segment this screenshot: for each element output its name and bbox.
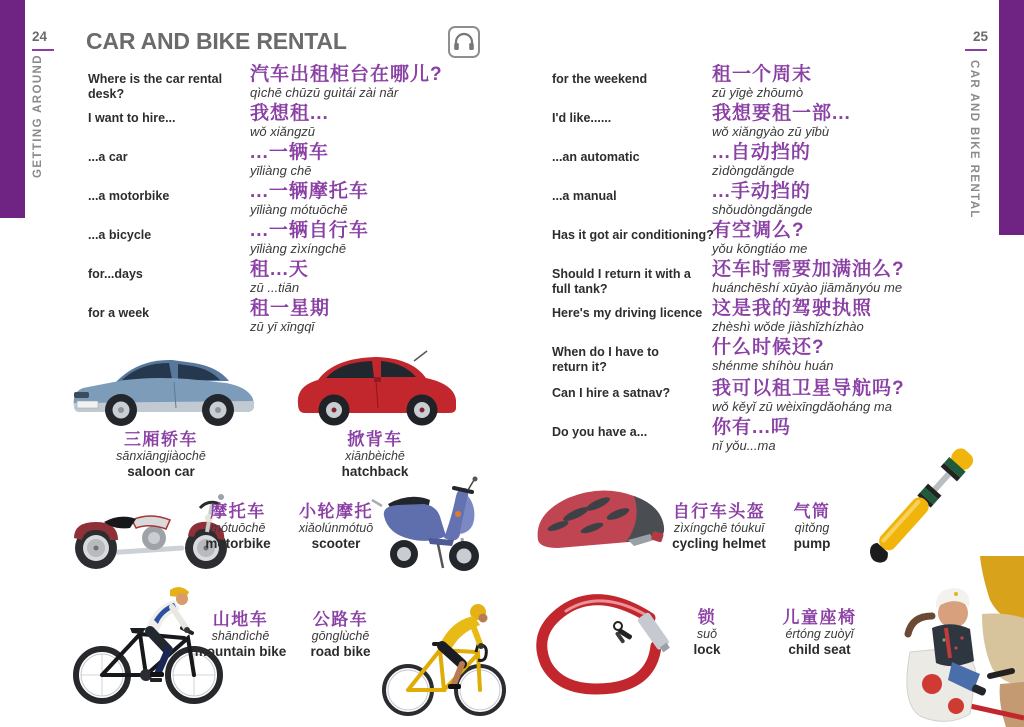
phrase-zh: ...手动挡的 <box>712 181 811 202</box>
phrase-zh: ...一辆自行车 <box>250 220 369 241</box>
phrase-pinyin: wǒ kěyǐ zū wèixīngdǎoháng ma <box>712 399 892 414</box>
cycling-helmet-image <box>530 482 670 571</box>
vocab-pinyin: zìxíngchē tóukuī <box>673 521 765 535</box>
phrase-zh-block <box>712 220 807 256</box>
phrase-en: for...days <box>88 267 143 281</box>
vocab-pinyin: xiǎolúnmótuō <box>298 521 374 535</box>
page-number-left: 24 <box>32 29 48 44</box>
vocab-caption-hatchback <box>300 430 450 480</box>
phrase-zh-block <box>250 220 369 256</box>
phrase-pinyin: shǒudòngdǎngde <box>712 202 813 217</box>
vocab-caption-mountain-bike <box>183 610 298 660</box>
phrase-pinyin: yīliàng zìxíngchē <box>250 241 347 256</box>
vocab-en: mountain bike <box>194 643 287 659</box>
vocab-en: child seat <box>788 641 851 657</box>
vocab-en: cycling helmet <box>672 535 766 551</box>
phrase-zh-block <box>712 417 791 453</box>
child-seat-image <box>852 556 1024 727</box>
phrase-pinyin: yǒu kōngtiáo me <box>712 241 808 256</box>
phrase-pinyin: zìdòngdǎngde <box>712 163 795 178</box>
phrase-zh: 我想要租一部... <box>712 103 851 124</box>
phrase-pinyin: shénme shíhòu huán <box>712 358 834 373</box>
phrase-pinyin: wǒ xiǎngyào zū yībù <box>712 124 830 139</box>
phrase-pinyin: yīliàng mótuōchē <box>250 202 348 217</box>
phrase-pinyin: yīliàng chē <box>250 163 312 178</box>
phrase-zh-block <box>712 142 811 178</box>
vocab-caption-motorbike <box>183 502 293 552</box>
phrase-pinyin: zhèshì wǒde jiàshǐzhízhào <box>712 319 864 334</box>
vocab-zh: 儿童座椅 <box>782 608 857 627</box>
saloon-car-image <box>66 342 261 437</box>
vocab-pinyin: qìtǒng <box>794 521 830 535</box>
phrase-en: ...a motorbike <box>88 189 170 203</box>
phrase-zh-block <box>712 64 812 100</box>
vocab-pinyin: sānxiāngjiàochē <box>116 449 206 463</box>
left-section-bar <box>0 0 25 218</box>
phrase-en: I'd like...... <box>552 111 612 125</box>
phrase-zh-block <box>712 378 905 414</box>
vocab-en: saloon car <box>127 463 195 479</box>
vocab-zh: 自行车头盔 <box>672 502 766 521</box>
page-number-left-rule <box>32 49 54 51</box>
phrase-en: When do I have to return it? <box>552 345 659 374</box>
page-title: CAR AND BIKE RENTAL <box>86 28 347 54</box>
vocab-pinyin: értóng zuòyǐ <box>785 627 854 641</box>
sidebar-label-car-and-bike-rental: CAR AND BIKE RENTAL <box>968 60 980 219</box>
vocab-caption-cycling-helmet <box>658 502 780 552</box>
phrase-en: Where is the car rental desk? <box>88 72 223 101</box>
phrase-zh-block <box>250 298 330 334</box>
phrase-en: Has it got air conditioning? <box>552 228 714 242</box>
audio-track-marker <box>448 26 480 58</box>
scooter-image <box>368 476 496 581</box>
headphones-icon <box>453 32 475 52</box>
vocab-pinyin: mótuōchē <box>210 521 266 535</box>
phrase-en: for a week <box>88 306 150 320</box>
phrase-en: Can I hire a satnav? <box>552 386 671 400</box>
phrase-pinyin: zū yī xīngqī <box>250 319 315 334</box>
phrase-en: ...an automatic <box>552 150 640 164</box>
vocab-zh: 山地车 <box>212 610 269 629</box>
vocab-zh: 锁 <box>697 608 717 627</box>
phrase-pinyin: zū yīgè zhōumò <box>712 85 804 100</box>
page-number-right-rule <box>965 49 987 51</box>
phrase-zh-block <box>250 142 329 178</box>
phrase-zh: ...一辆摩托车 <box>250 181 369 202</box>
phrase-en: ...a car <box>88 150 128 164</box>
phrase-zh: 我想租... <box>250 103 329 124</box>
vocab-zh: 小轮摩托 <box>299 502 373 521</box>
phrase-zh: 还车时需要加满油么? <box>712 259 905 280</box>
phrase-zh-block <box>712 259 905 295</box>
phrase-zh: 租一个周末 <box>712 64 813 85</box>
vocab-caption-pump <box>782 502 842 552</box>
lock-image <box>530 584 695 711</box>
phrase-en: for the weekend <box>552 72 648 86</box>
vocab-pinyin: xiānbèichē <box>345 449 405 463</box>
phrase-zh-block <box>712 181 813 217</box>
phrase-en: ...a manual <box>552 189 617 203</box>
phrase-zh: 汽车出租柜台在哪儿? <box>250 64 443 85</box>
phrase-zh: 租一星期 <box>250 298 331 319</box>
vocab-zh: 公路车 <box>312 610 369 629</box>
phrase-zh: 我可以租卫星导航吗? <box>712 378 905 399</box>
vocab-zh: 气筒 <box>793 502 831 521</box>
vocab-zh: 掀背车 <box>347 430 403 449</box>
vocab-en: hatchback <box>341 463 409 479</box>
vocab-en: lock <box>693 641 721 657</box>
phrase-zh: 这是我的驾驶执照 <box>712 298 873 319</box>
road-bike-image <box>378 578 506 723</box>
phrase-zh-block <box>712 103 851 139</box>
vocab-en: motorbike <box>205 535 271 551</box>
vocab-zh: 三厢轿车 <box>124 430 198 449</box>
phrase-en: Do you have a... <box>552 425 648 439</box>
vocab-pinyin: suǒ <box>696 627 718 641</box>
phrase-pinyin: huánchēshí xūyào jiāmǎnyóu me <box>712 280 903 295</box>
vocab-caption-lock <box>678 608 736 658</box>
phrase-pinyin: zū ...tiān <box>250 280 300 295</box>
phrase-en: ...a bicycle <box>88 228 152 242</box>
vocab-caption-road-bike <box>293 610 388 660</box>
hatchback-image <box>286 344 468 437</box>
phrase-zh-block <box>250 181 369 217</box>
phrase-zh-block <box>250 64 443 100</box>
phrase-zh-block <box>250 103 329 139</box>
phrase-zh-block <box>250 259 309 295</box>
vocab-zh: 摩托车 <box>210 502 266 521</box>
phrase-zh: 租...天 <box>250 259 309 280</box>
phrase-zh: 什么时候还? <box>712 337 825 358</box>
phrase-en: Here's my driving licence <box>552 306 703 320</box>
vocab-caption-saloon-car <box>86 430 236 480</box>
phrase-pinyin: qìchē chūzū guìtái zài nǎr <box>250 85 399 100</box>
vocab-en: scooter <box>311 535 361 551</box>
vocab-pinyin: shāndìchē <box>211 629 270 643</box>
right-section-bar <box>999 0 1024 235</box>
phrase-en: I want to hire... <box>88 111 176 125</box>
vocab-en: road bike <box>310 643 371 659</box>
phrase-zh-block <box>712 298 872 334</box>
phrase-zh: ...自动挡的 <box>712 142 811 163</box>
phrase-en: Should I return it with a full tank? <box>552 267 691 296</box>
phrase-zh-block <box>712 337 833 373</box>
vocab-en: pump <box>793 535 831 551</box>
phrase-pinyin: nǐ yǒu...ma <box>712 438 776 453</box>
sidebar-label-getting-around: GETTING AROUND <box>32 54 44 178</box>
page-number-right: 25 <box>972 29 988 44</box>
phrase-zh: ...一辆车 <box>250 142 329 163</box>
vocab-pinyin: gōnglùchē <box>311 629 370 643</box>
phrase-zh: 你有...吗 <box>712 417 791 438</box>
phrase-zh: 有空调么? <box>712 220 805 241</box>
phrase-pinyin: wǒ xiǎngzū <box>250 124 316 139</box>
